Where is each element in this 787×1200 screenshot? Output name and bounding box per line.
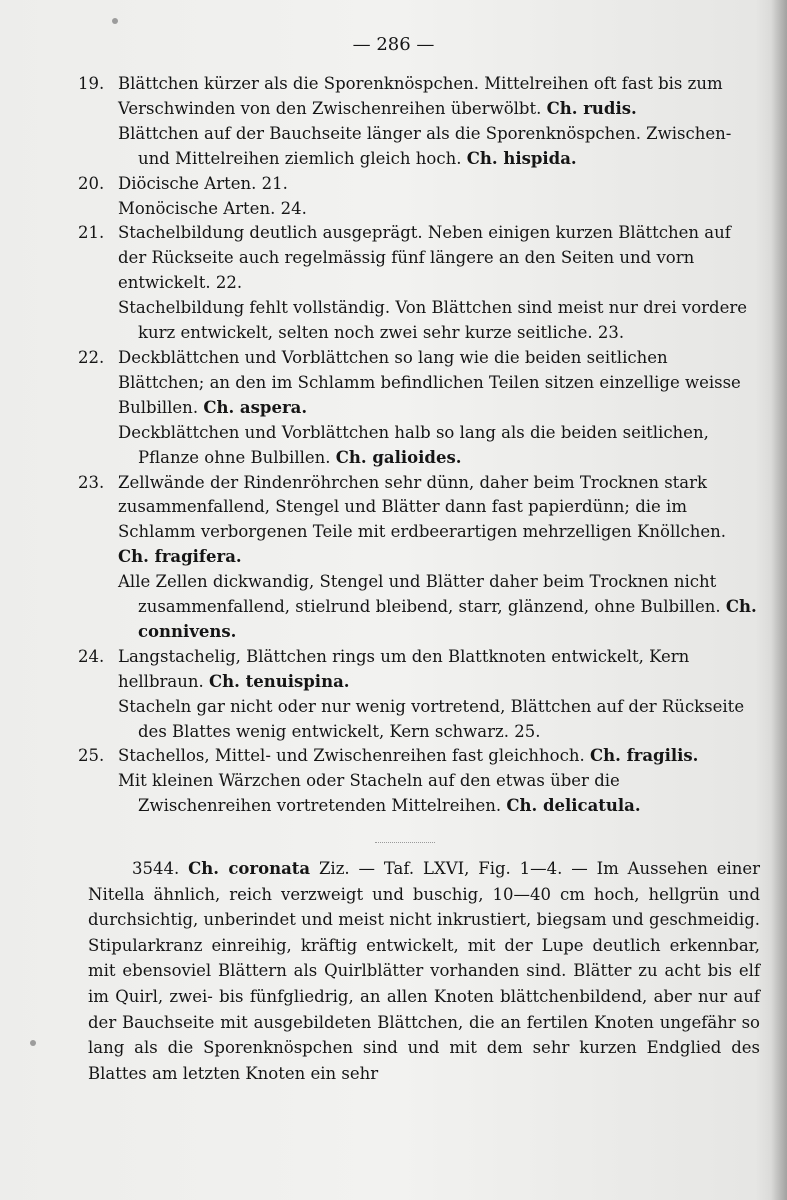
- species-name: Ch. connivens.: [138, 597, 757, 641]
- entry-lead-a: Deckblättchen und Vorblättchen so lang wie die beiden seitlichen Blättchen; an den im Schlamm befindlichen Teilen sitzen einzellige weisse Bulbillen.: [118, 347, 741, 417]
- key-entry-22-alternative: [78, 421, 758, 471]
- key-entry-19: [78, 72, 758, 122]
- species-name: Ch. rudis.: [546, 98, 637, 118]
- species-name: Ch. tenuispina.: [208, 671, 350, 691]
- key-entry-23-alternative: [78, 570, 758, 645]
- entry-lead-b: Blättchen auf der Bauchseite länger als die Sporenknöspchen. Zwischen- und Mittelreihen ziemlich gleich hoch.: [118, 123, 732, 168]
- entry-number: 25.: [78, 746, 105, 766]
- key-entry-24-alternative: [78, 695, 758, 745]
- species-description: [88, 856, 760, 1086]
- key-entry-19-alternative: [78, 122, 758, 172]
- entry-lead-a: Zellwände der Rindenröhrchen sehr dünn, daher beim Trocknen stark zusammenfallend, Stengel und Blätter dann fast papierdünn; die im Schlamm verborgenen Teile mit erdbeerartigen mehrzelligen Knöllchen.: [118, 472, 727, 542]
- species-name: Ch. aspera.: [203, 397, 308, 417]
- key-entry-25-alternative: [78, 769, 758, 819]
- species-name: Ch. hispida.: [466, 148, 577, 168]
- key-entry-22: [78, 346, 758, 421]
- key-entry-24: [78, 645, 758, 695]
- entry-lead-b: Alle Zellen dickwandig, Stengel und Blätter daher beim Trocknen nicht zusammenfallend, stielrund bleibend, starr, glänzend, ohne Bulbillen.: [118, 572, 721, 617]
- entry-lead-a: Stachellos, Mittel- und Zwischenreihen fast gleichhoch.: [118, 746, 585, 766]
- section-divider: [375, 842, 435, 844]
- entry-lead-b: Stacheln gar nicht oder nur wenig vortretend, Blättchen auf der Rückseite des Blattes wenig entwickelt, Kern schwarz. 25.: [118, 696, 745, 741]
- key-entry-25: [78, 744, 758, 769]
- print-speck: [112, 18, 118, 24]
- page-number: — 286 —: [352, 34, 435, 55]
- species-name: Ch. galioides.: [335, 447, 462, 467]
- key-entry-20-alternative: [78, 197, 758, 222]
- species-name: Ch. fragilis.: [589, 746, 699, 766]
- description-text: Ziz. — Taf. LXVI, Fig. 1—4. — Im Aussehen einer Nitella ähnlich, reich verzweigt und buschig, 10—40 cm hoch, hellgrün und durchsichtig, unberindet und meist nicht inkrustiert, biegsam und geschmeidig. Stipularkranz einreihig, kräftig entwickelt, mit der Lupe deutlich erkennbar, mit ebensoviel Blättern als Quirlblätter vorhanden sind. Blätter zu acht bis elf im Quirl, zwei- bis fünfgliedrig, an allen Knoten blättchenbildend, aber nur auf der Bauchseite mit ausgebildeten Blättchen, die an fertilen Knoten ungefähr so lang als die Sporenknöspchen sind und mit dem sehr kurzen Endglied des Blattes am letzten Knoten ein sehr: [88, 859, 761, 1083]
- key-entry-21-alternative: [78, 296, 758, 346]
- entry-lead-a: Blättchen kürzer als die Sporenknöspchen. Mittelreihen oft fast bis zum Verschwinden von den Zwischenreihen überwölbt.: [118, 74, 723, 118]
- key-entry-23: [78, 471, 758, 571]
- key-entry-20: [78, 172, 758, 197]
- species-name: Ch. delicatula.: [506, 796, 641, 816]
- print-speck: [30, 1040, 36, 1046]
- identification-key: [78, 72, 758, 819]
- entry-number: 22.: [78, 347, 105, 367]
- key-entry-21: [78, 221, 758, 296]
- entry-number: 20.: [78, 173, 105, 193]
- species-number: 3544.: [132, 859, 180, 878]
- entry-lead-a: Langstachelig, Blättchen rings um den Blattknoten entwickelt, Kern hellbraun.: [118, 646, 690, 691]
- species-name: Ch. coronata: [188, 859, 311, 878]
- entry-lead-a: Stachelbildung deutlich ausgeprägt. Neben einigen kurzen Blättchen auf der Rückseite auch regelmässig fünf längere an den Seiten und vorn entwickelt. 22.: [118, 223, 731, 293]
- species-name: Ch. fragifera.: [118, 547, 242, 567]
- entry-lead-b: Mit kleinen Wärzchen oder Stacheln auf den etwas über die Zwischenreihen vortretenden Mittelreihen.: [118, 771, 620, 816]
- entry-lead-a: Diöcische Arten. 21.: [118, 173, 288, 193]
- entry-number: 23.: [78, 472, 105, 492]
- page-edge-shadow: [771, 0, 787, 1200]
- entry-number: 21.: [78, 223, 105, 243]
- entry-lead-b: Deckblättchen und Vorblättchen halb so lang als die beiden seitlichen, Pflanze ohne Bulbillen.: [118, 422, 709, 467]
- entry-number: 24.: [78, 646, 105, 666]
- entry-lead-b: Monöcische Arten. 24.: [118, 198, 307, 218]
- entry-lead-b: Stachelbildung fehlt vollständig. Von Blättchen sind meist nur drei vordere kurz entwickelt, selten noch zwei sehr kurze seitliche. 23.: [118, 298, 747, 343]
- entry-number: 19.: [78, 74, 105, 93]
